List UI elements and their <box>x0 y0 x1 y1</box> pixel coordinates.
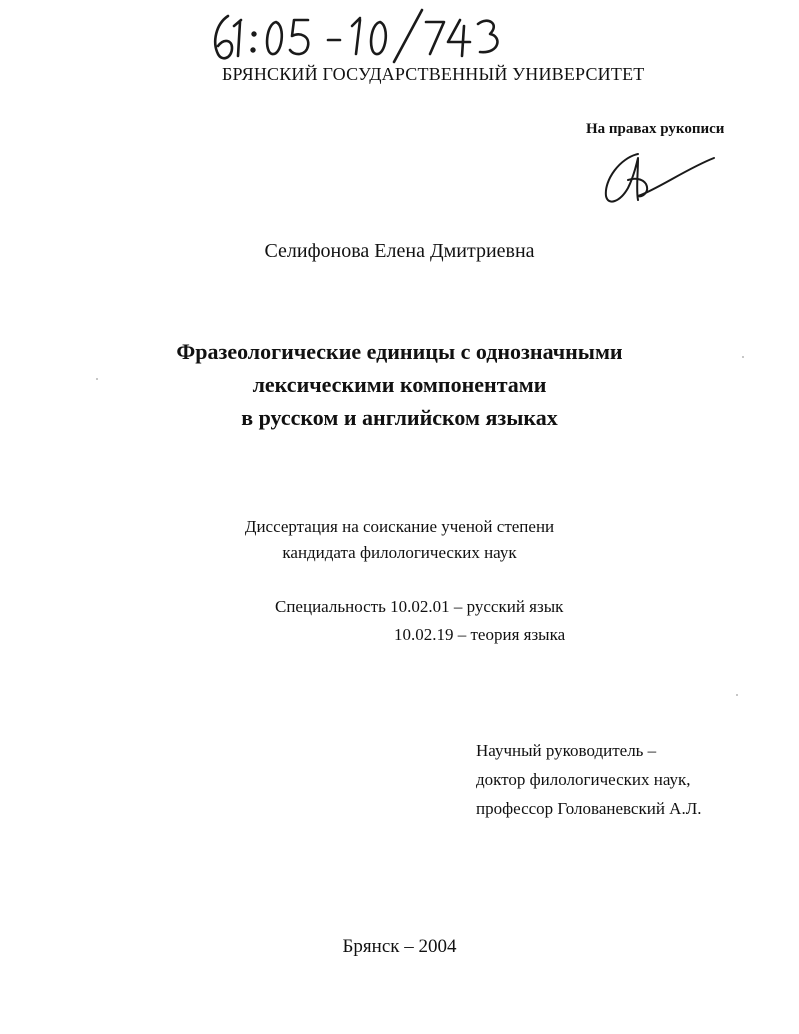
supervisor-name: профессор Голованевский А.Л. <box>476 799 702 818</box>
title-line: лексическими компонентами <box>252 372 547 397</box>
supervisor-degree: доктор филологических наук, <box>476 770 691 789</box>
author-name: Селифонова Елена Дмитриевна <box>264 240 535 262</box>
title-line: Фразеологические единицы с однозначными <box>176 339 623 364</box>
handwritten-archive-number <box>208 8 508 64</box>
scan-speck <box>96 378 98 380</box>
city-year: Брянск – 2004 <box>342 936 457 957</box>
specialty-line: 10.02.19 – теория языка <box>394 625 566 644</box>
rights-notice: На правах рукописи <box>586 121 725 137</box>
supervisor-role: Научный руководитель – <box>476 741 657 760</box>
university-name: БРЯНСКИЙ ГОСУДАРСТВЕННЫЙ УНИВЕРСИТЕТ <box>222 64 645 84</box>
scan-speck <box>742 356 744 358</box>
title-line: в русском и английском языках <box>241 405 558 430</box>
degree-line: Диссертация на соискание ученой степени <box>244 517 555 536</box>
degree-line: кандидата филологических наук <box>282 543 517 562</box>
degree-statement <box>0 514 799 566</box>
supervisor-block <box>476 736 702 823</box>
dissertation-title <box>0 335 799 434</box>
scan-speck <box>736 694 738 696</box>
signature <box>598 150 718 210</box>
specialty-line: Специальность 10.02.01 – русский язык <box>275 597 564 616</box>
